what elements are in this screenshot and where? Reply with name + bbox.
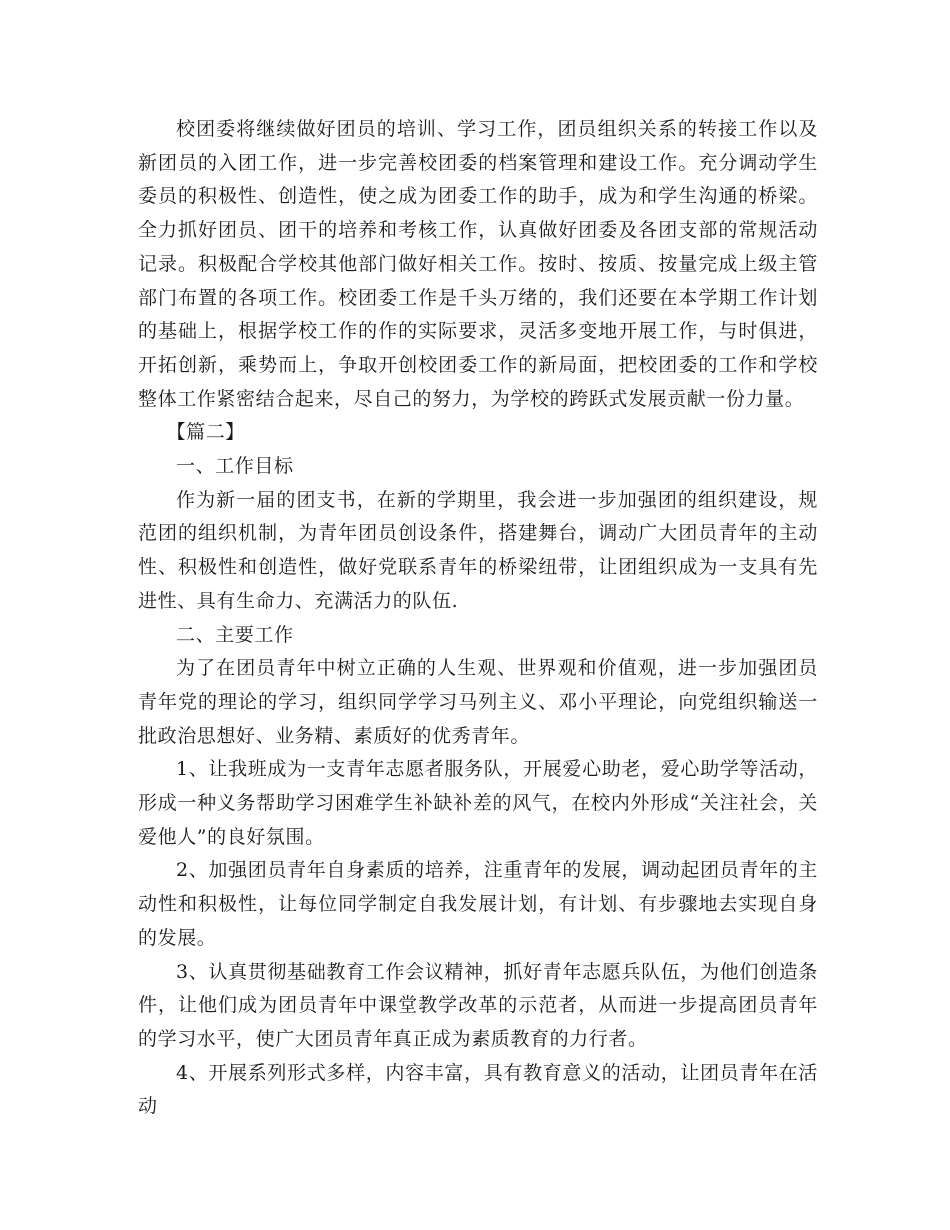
section-heading: 一、工作目标 <box>176 455 294 478</box>
section-heading: 二、主要工作 <box>176 623 294 646</box>
paragraph: 校团委将继续做好团员的培训、学习工作，团员组织关系的转接工作以及新团员的入团工作，进一步完善校团委的档案管理和建设工作。充分调动学生委员的积极性、创造性，使之成为团委工作的助手，成为和学生沟通的桥梁。全力抓好团员、团干的培养和考核工作，认真做好团委及各团支部的常规活动记录。积极配合学校其他部门做好相关工作。按时、按质、按量完成上级主管部门布置的各项工作。校团委工作是千头万绪的，我们还要在本学期工作计划的基础上，根据学校工作的作的实际要求，灵活多变地开展工作，与时俱进，开拓创新，乘势而上，争取开创校团委工作的新局面，把校团委的工作和学校整体工作紧密结合起来，尽自己的努力，为学校的跨跃式发展贡献一份力量。 <box>138 118 818 410</box>
list-item: 4、开展系列形式多样，内容丰富，具有教育意义的活动，让团员青年在活动 <box>138 1061 818 1118</box>
paragraph: 为了在团员青年中树立正确的人生观、世界观和价值观，进一步加强团员青年党的理论的学习，组织同学学习马列主义、邓小平理论，向党组织输送一批政治思想好、业务精、素质好的优秀青年。 <box>138 657 818 747</box>
document-body <box>138 113 818 1124</box>
list-item: 1、让我班成为一支青年志愿者服务队，开展爱心助老，爱心助学等活动，形成一种义务帮助学习困难学生补缺补差的风气，在校内外形成“关注社会，关爱他人”的良好氛围。 <box>138 758 818 848</box>
section-title: 【篇二】 <box>166 421 245 444</box>
list-item: 2、加强团员青年自身素质的培养，注重青年的发展，调动起团员青年的主动性和积极性，让每位同学制定自我发展计划，有计划、有步骤地去实现自身的发展。 <box>138 859 818 949</box>
paragraph: 作为新一届的团支书，在新的学期里，我会进一步加强团的组织建设，规范团的组织机制，为青年团员创设条件，搭建舞台，调动广大团员青年的主动性、积极性和创造性，做好党联系青年的桥梁纽带，让团组织成为一支具有先进性、具有生命力、充满活力的队伍. <box>138 488 818 612</box>
list-item: 3、认真贯彻基础教育工作会议精神，抓好青年志愿兵队伍，为他们创造条件，让他们成为团员青年中课堂教学改革的示范者，从而进一步提高团员青年的学习水平，使广大团员青年真正成为素质教育的力行者。 <box>138 960 818 1050</box>
